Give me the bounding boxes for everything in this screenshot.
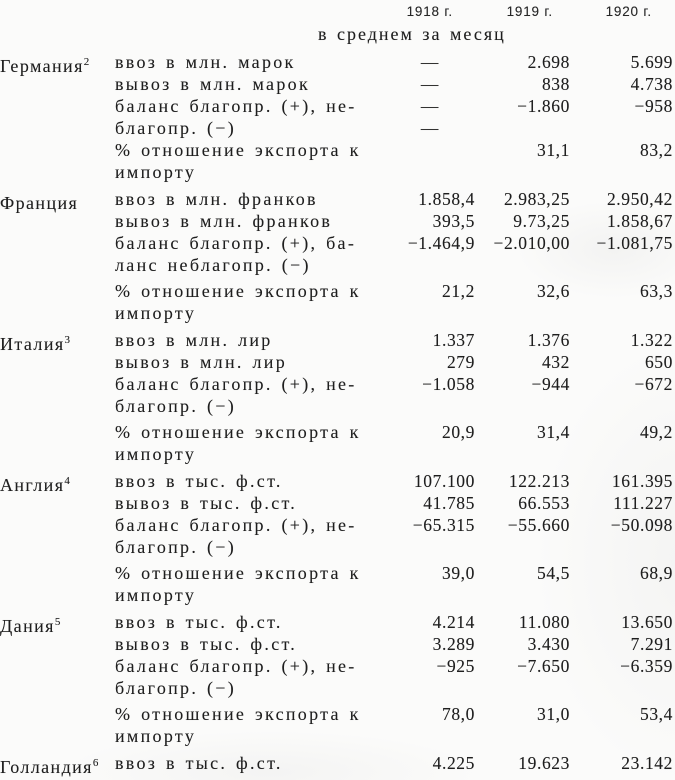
value-1919: 2.698 <box>527 52 570 72</box>
value-1920: 161.395 <box>611 471 673 491</box>
value-1920 <box>570 395 673 417</box>
value-1920 <box>570 161 673 183</box>
row-label: % отношение экспорта к <box>115 422 361 442</box>
country-label <box>0 514 115 536</box>
value-1919: 122.213 <box>508 471 570 491</box>
value-1919: 9.73,25 <box>513 211 570 231</box>
value-1920: −672 <box>634 374 673 394</box>
country-label <box>0 470 115 495</box>
value-1920: 23.142 <box>621 753 673 773</box>
country-label <box>0 562 115 584</box>
table-row <box>0 95 675 117</box>
table-row <box>0 562 675 584</box>
table-row <box>0 703 675 725</box>
row-label: баланс благопр. (+), не- <box>115 374 357 394</box>
value-1918: 3.289 <box>432 634 475 654</box>
country-label <box>0 329 115 354</box>
table-row <box>0 514 675 536</box>
value-1920: 650 <box>644 352 673 372</box>
value-1920 <box>570 302 673 324</box>
value-1918: −1.464,9 <box>407 233 475 253</box>
value-1918: 21,2 <box>441 281 475 301</box>
value-1920: 2.950,42 <box>606 189 673 209</box>
table-row <box>0 280 675 302</box>
country-label <box>0 703 115 725</box>
table-row <box>0 139 675 161</box>
value-1918: 39,0 <box>441 563 475 583</box>
year-header-1918: 1918 г. <box>406 4 453 19</box>
country-name: Франция <box>0 193 79 213</box>
value-1918: 393,5 <box>432 211 475 231</box>
country-name: Италия <box>0 334 65 354</box>
row-label: ланс неблагопр. (−) <box>115 255 311 275</box>
table-row <box>0 351 675 373</box>
row-label: ввоз в тыс. ф.ст. <box>115 471 283 491</box>
value-1918: 4.225 <box>432 753 475 773</box>
value-1920: 7.291 <box>630 634 673 654</box>
country-label <box>0 302 115 324</box>
table-row <box>0 655 675 677</box>
value-1919 <box>475 395 570 417</box>
value-1918 <box>375 302 475 324</box>
value-1919 <box>475 302 570 324</box>
value-1919: 32,6 <box>536 281 570 301</box>
country-label <box>0 210 115 232</box>
row-label: вывоз в тыс. ф.ст. <box>115 493 298 513</box>
table-row <box>0 492 675 514</box>
country-label <box>0 677 115 699</box>
value-1919: 31,4 <box>536 422 570 442</box>
table-row <box>0 232 675 254</box>
row-label: % отношение экспорта к <box>115 704 361 724</box>
value-1919: −7.650 <box>517 656 570 676</box>
value-1920: −1.081,75 <box>596 233 673 253</box>
row-label: % отношение экспорта к <box>115 281 361 301</box>
value-1920: 111.227 <box>613 493 673 513</box>
table-row <box>0 633 675 655</box>
row-label: баланс благопр. (+), ба- <box>115 233 357 253</box>
table-row <box>0 51 675 76</box>
country-label <box>0 633 115 655</box>
value-1918: — <box>420 52 439 72</box>
value-1918: −925 <box>436 656 475 676</box>
value-1919: −55.660 <box>507 515 570 535</box>
table-row <box>0 73 675 95</box>
value-1918: 1.858,4 <box>418 189 475 209</box>
row-label: вывоз в млн. франков <box>115 211 333 231</box>
value-1918: 4.214 <box>432 612 475 632</box>
value-1920 <box>570 725 673 747</box>
value-1918 <box>375 161 475 183</box>
country-footnote-ref: 2 <box>83 56 90 68</box>
row-label: вывоз в млн. марок <box>115 74 310 94</box>
table-row <box>0 443 675 465</box>
value-1920 <box>570 443 673 465</box>
country-label <box>0 443 115 465</box>
value-1918 <box>375 139 475 161</box>
row-label: импорту <box>115 303 197 323</box>
value-1919: 54,5 <box>536 563 570 583</box>
country-label <box>0 421 115 443</box>
country-label <box>0 95 115 117</box>
value-1920 <box>570 584 673 606</box>
row-label: вывоз в тыс. ф.ст. <box>115 634 298 654</box>
value-1918: 41.785 <box>423 493 475 513</box>
value-1920: 4.738 <box>630 74 673 94</box>
value-1919: 838 <box>541 74 570 94</box>
value-1920 <box>570 536 673 558</box>
value-1920: 63,3 <box>639 281 673 301</box>
value-1918 <box>375 725 475 747</box>
row-label: % отношение экспорта к <box>115 563 361 583</box>
row-label: благопр. (−) <box>115 537 236 557</box>
country-label <box>0 254 115 276</box>
value-1919: −944 <box>531 374 570 394</box>
table-row <box>0 210 675 232</box>
value-1918: 1.337 <box>432 330 475 350</box>
country-label <box>0 188 115 213</box>
country-label <box>0 73 115 95</box>
country-name: Голландия <box>0 757 93 777</box>
country-label <box>0 373 115 395</box>
country-label <box>0 139 115 161</box>
value-1918: — <box>420 118 439 138</box>
value-1918: — <box>420 74 439 94</box>
table-row <box>0 584 675 606</box>
value-1918: — <box>420 96 439 116</box>
value-1918: 279 <box>446 352 475 372</box>
value-1920: 1.858,67 <box>606 211 673 231</box>
country-label <box>0 492 115 514</box>
table-row <box>0 373 675 395</box>
country-label <box>0 51 115 76</box>
value-1919: −2.010,00 <box>493 233 570 253</box>
value-1920: 13.650 <box>621 612 673 632</box>
country-label <box>0 655 115 677</box>
row-label: импорту <box>115 585 197 605</box>
value-1918 <box>375 584 475 606</box>
value-1920: 53,4 <box>639 704 673 724</box>
country-footnote-ref: 4 <box>64 475 70 487</box>
table-row <box>0 254 675 276</box>
row-label: благопр. (−) <box>115 678 236 698</box>
year-header-row <box>0 3 675 21</box>
country-label <box>0 725 115 747</box>
value-1919 <box>475 443 570 465</box>
country-footnote-ref: 6 <box>92 757 99 769</box>
value-1919 <box>475 584 570 606</box>
row-label: вывоз в млн. лир <box>115 352 287 372</box>
row-label: благопр. (−) <box>115 118 236 138</box>
country-footnote-ref: 3 <box>64 334 71 346</box>
value-1918 <box>375 443 475 465</box>
value-1919: −1.860 <box>517 96 570 116</box>
country-label <box>0 351 115 373</box>
table-row <box>0 536 675 558</box>
country-name: Германия <box>0 56 84 76</box>
value-1918 <box>375 395 475 417</box>
country-label <box>0 395 115 417</box>
value-1920: −958 <box>634 96 673 116</box>
value-1918: −1.058 <box>422 374 475 394</box>
country-label <box>0 752 115 777</box>
value-1920: 5.699 <box>630 52 673 72</box>
value-1919 <box>475 725 570 747</box>
value-1919: 1.376 <box>527 330 570 350</box>
row-label: импорту <box>115 726 197 746</box>
value-1919: 2.983,25 <box>503 189 570 209</box>
row-label: баланс благопр. (+), не- <box>115 515 357 535</box>
value-1918 <box>375 536 475 558</box>
row-label: ввоз в тыс. ф.ст. <box>115 753 283 773</box>
value-1920 <box>570 254 673 276</box>
table-row <box>0 611 675 636</box>
row-label: ввоз в млн. марок <box>115 52 296 72</box>
value-1919: 31,1 <box>536 140 570 160</box>
value-1918 <box>375 254 475 276</box>
value-1919 <box>475 254 570 276</box>
table-row <box>0 752 675 777</box>
row-label: ввоз в тыс. ф.ст. <box>115 612 283 632</box>
value-1920: 68,9 <box>639 563 673 583</box>
row-label: импорту <box>115 444 197 464</box>
country-label <box>0 280 115 302</box>
table-row <box>0 117 675 139</box>
value-1919: 66.553 <box>518 493 570 513</box>
value-1919 <box>475 117 570 139</box>
value-1920: −6.359 <box>620 656 673 676</box>
value-1920 <box>570 677 673 699</box>
table-row <box>0 395 675 417</box>
row-label: баланс благопр. (+), не- <box>115 656 357 676</box>
country-label <box>0 232 115 254</box>
country-label <box>0 536 115 558</box>
country-label <box>0 611 115 636</box>
table-row <box>0 421 675 443</box>
value-1919: 432 <box>541 352 570 372</box>
year-header-1919: 1919 г. <box>506 4 553 19</box>
value-1918 <box>375 677 475 699</box>
value-1919 <box>475 677 570 699</box>
value-1918: 20,9 <box>441 422 475 442</box>
value-1919: 11.080 <box>518 612 570 632</box>
table-row <box>0 188 675 213</box>
table-subtitle: в среднем за месяц <box>318 24 506 44</box>
country-label <box>0 584 115 606</box>
row-label: % отношение экспорта к <box>115 140 361 160</box>
table-row <box>0 677 675 699</box>
value-1918: −65.315 <box>412 515 475 535</box>
table-row <box>0 329 675 354</box>
value-1920: 49,2 <box>639 422 673 442</box>
row-label: благопр. (−) <box>115 396 236 416</box>
value-1919: 31,0 <box>536 704 570 724</box>
value-1919: 3.430 <box>527 634 570 654</box>
value-1920: 83,2 <box>639 140 673 160</box>
table-row <box>0 470 675 495</box>
country-label <box>0 117 115 139</box>
country-footnote-ref: 5 <box>54 616 61 628</box>
row-label: ввоз в млн. франков <box>115 189 318 209</box>
value-1919 <box>475 536 570 558</box>
row-label: ввоз в млн. лир <box>115 330 273 350</box>
table-row <box>0 302 675 324</box>
table-row <box>0 725 675 747</box>
country-label <box>0 161 115 183</box>
value-1920: −50.098 <box>610 515 673 535</box>
table-body <box>0 51 675 777</box>
table-row <box>0 161 675 183</box>
value-1919: 19.623 <box>518 753 570 773</box>
value-1918: 107.100 <box>413 471 475 491</box>
value-1920: 1.322 <box>630 330 673 350</box>
value-1919 <box>475 161 570 183</box>
value-1920 <box>570 117 673 139</box>
row-label: баланс благопр. (+), не- <box>115 96 357 116</box>
year-header-1920: 1920 г. <box>605 4 652 19</box>
value-1918: 78,0 <box>441 704 475 724</box>
country-name: Дания <box>0 616 55 636</box>
country-name: Англия <box>0 475 65 495</box>
row-label: импорту <box>115 162 197 182</box>
